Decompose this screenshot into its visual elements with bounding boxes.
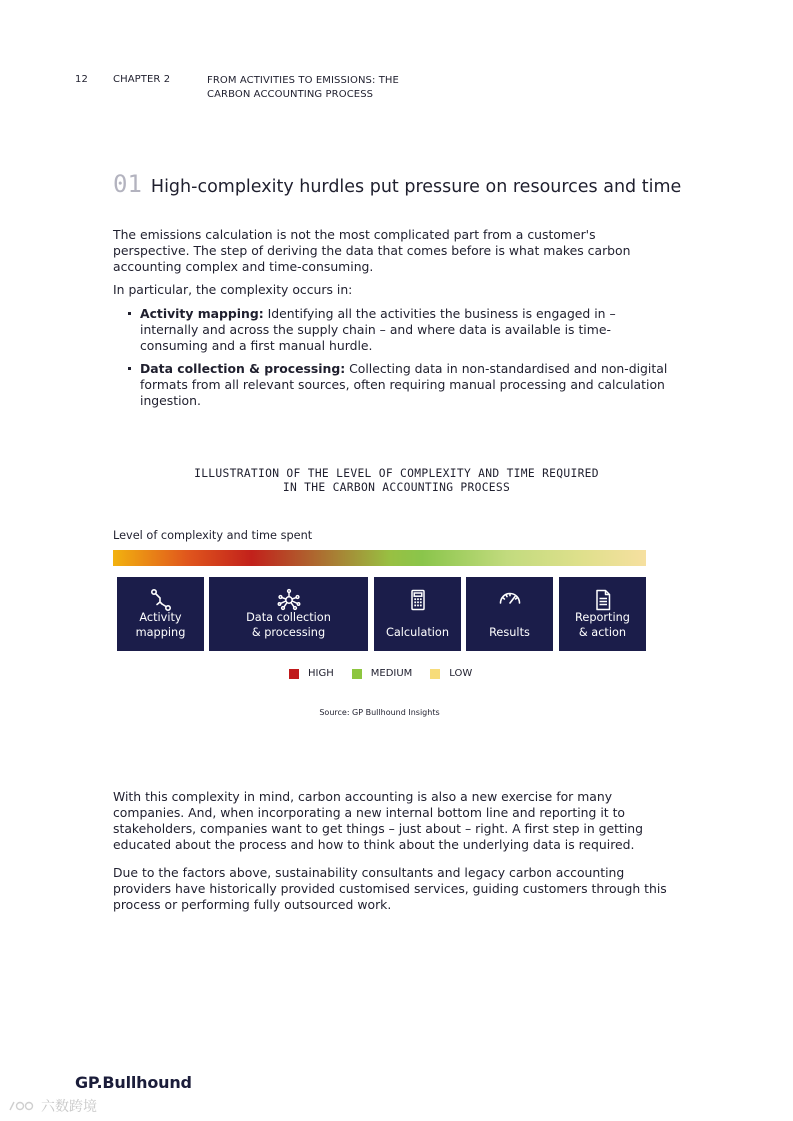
- legend-label: LOW: [449, 668, 473, 679]
- outro-paragraph-1: With this complexity in mind, carbon accounting is also a new exercise for many companies. And, when incorporating a new internal bottom line and reporting it to stakeholders, companies want to get things – just about – right. A first step in getting educated about the process and how to think about the underlying data is required.: [113, 789, 643, 852]
- figure-title-line-2: IN THE CARBON ACCOUNTING PROCESS: [282, 481, 511, 494]
- intro-paragraph-2: In particular, the complexity occurs in:: [113, 282, 353, 297]
- intro-paragraph-1: The emissions calculation is not the most complicated part from a customer's perspective. The step of deriving the data that comes before is what makes carbon accounting complex and time-consuming.: [113, 227, 631, 274]
- section-title: High-complexity hurdles put pressure on resources and time: [150, 177, 682, 197]
- figure-title: [113, 467, 680, 495]
- step-reporting-action: [559, 577, 646, 651]
- network-icon: [277, 588, 301, 612]
- gp-bullhound-logo: GP.Bullhound: [75, 1073, 192, 1092]
- legend-item-medium: [352, 668, 413, 679]
- step-label: Results: [489, 625, 530, 639]
- figure-source: Source: GP Bullhound Insights: [319, 708, 440, 717]
- step-label: Calculation: [385, 625, 450, 639]
- step-calculation: [374, 577, 461, 651]
- complexity-bullet-list: [128, 306, 673, 416]
- outro-paragraph-2: Due to the factors above, sustainability consultants and legacy carbon accounting providers have historically provided customised services, guiding customers through this process or performing fully outsourced work.: [113, 865, 667, 912]
- watermark-logo-icon: [8, 1098, 38, 1114]
- list-item: [128, 306, 673, 354]
- chapter-title-line-1: FROM ACTIVITIES TO EMISSIONS: THE: [207, 75, 399, 86]
- gauge-icon: [498, 588, 522, 612]
- section-heading: [113, 170, 681, 198]
- legend-item-low: [430, 668, 472, 679]
- bullet-term: Activity mapping:: [140, 306, 264, 321]
- legend: [289, 668, 490, 679]
- legend-swatch: [289, 669, 299, 679]
- bullet-term: Data collection & processing:: [140, 361, 346, 376]
- section-number: 01: [113, 170, 142, 198]
- legend-label: HIGH: [308, 668, 334, 679]
- legend-swatch: [352, 669, 362, 679]
- chapter-title-line-2: CARBON ACCOUNTING PROCESS: [207, 89, 374, 100]
- legend-item-high: [289, 668, 334, 679]
- legend-label: MEDIUM: [370, 668, 413, 679]
- list-item: [128, 361, 673, 409]
- route-icon: [149, 588, 173, 612]
- step-label: Data collection & processing: [246, 611, 331, 639]
- step-label: Activity mapping: [135, 611, 186, 639]
- complexity-gradient-bar: [113, 550, 646, 566]
- chapter-title: [207, 74, 427, 102]
- document-icon: [591, 588, 615, 612]
- bullet-text: Collecting data in non-standardised and non-digital formats from all relevant sources, often requiring manual processing and calculation ingestion.: [140, 361, 668, 408]
- legend-swatch: [430, 669, 440, 679]
- step-results: [466, 577, 553, 651]
- complexity-axis-label: Level of complexity and time spent: [113, 529, 313, 542]
- watermark: [8, 1096, 97, 1116]
- watermark-text: 六数跨境: [41, 1099, 97, 1115]
- figure-title-line-1: ILLUSTRATION OF THE LEVEL OF COMPLEXITY AND TIME REQUIRED: [194, 467, 599, 480]
- bullet-text: Identifying all the activities the business is engaged in – internally and across the supply chain – and where data is available is time-consuming and a first manual hurdle.: [140, 306, 616, 353]
- calculator-icon: [406, 588, 430, 612]
- chapter-label: CHAPTER 2: [113, 74, 171, 85]
- page-number: 12: [75, 74, 88, 85]
- step-label: Reporting & action: [575, 611, 630, 639]
- step-data-collection: [209, 577, 368, 651]
- step-activity-mapping: [117, 577, 204, 651]
